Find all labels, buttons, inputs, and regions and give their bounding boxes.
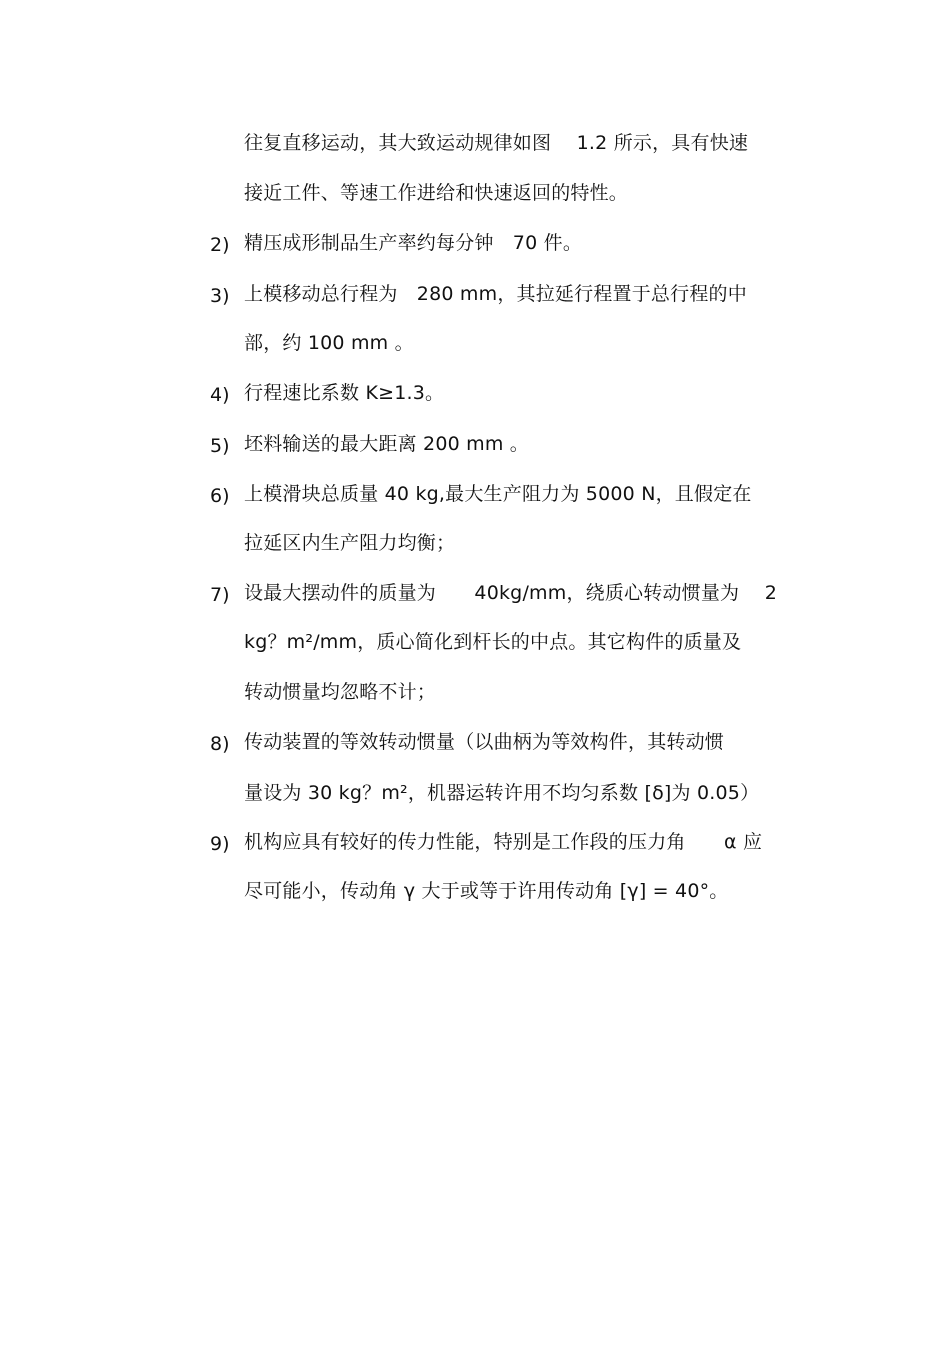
- paragraph-line: 转动惯量均忽略不计；: [244, 681, 437, 703]
- item-number: 3): [210, 285, 230, 307]
- item-number: 2): [210, 234, 230, 256]
- paragraph-line: 尽可能小，传动角 γ 大于或等于许用传动角 [γ] = 40°。: [244, 880, 729, 902]
- item-number: 8): [210, 733, 230, 755]
- item-number: 4): [210, 384, 230, 406]
- paragraph-line: 拉延区内生产阻力均衡；: [244, 532, 456, 554]
- paragraph-line: 量设为 30 kg？m²，机器运转许用不均匀系数 [δ]为 0.05）: [244, 782, 760, 804]
- item-number: 7): [210, 584, 230, 606]
- paragraph-line: 设最大摆动件的质量为 40kg/mm，绕质心转动惯量为 2: [244, 582, 777, 604]
- paragraph-line: 坯料输送的最大距离 200 mm 。: [244, 433, 530, 455]
- paragraph-line: 往复直移运动，其大致运动规律如图 1.2 所示，具有快速: [244, 132, 749, 154]
- paragraph-line: 传动装置的等效转动惯量（以曲柄为等效构件，其转动惯: [244, 731, 725, 753]
- paragraph-line: 接近工件、等速工作进给和快速返回的特性。: [244, 182, 629, 204]
- paragraph-line: 上模移动总行程为 280 mm，其拉延行程置于总行程的中: [244, 283, 747, 305]
- item-number: 9): [210, 833, 230, 855]
- paragraph-line: 上模滑块总质量 40 kg,最大生产阻力为 5000 N，且假定在: [244, 483, 752, 505]
- paragraph-line: 行程速比系数 K≥1.3。: [244, 382, 445, 404]
- item-number: 5): [210, 435, 230, 457]
- paragraph-line: 机构应具有较好的传力性能，特别是工作段的压力角 α 应: [244, 831, 763, 853]
- paragraph-line: 精压成形制品生产率约每分钟 70 件。: [244, 232, 583, 254]
- item-number: 6): [210, 485, 230, 507]
- paragraph-line: kg？m²/mm，质心简化到杆长的中点。其它构件的质量及: [244, 631, 742, 653]
- paragraph-line: 部，约 100 mm 。: [244, 332, 414, 354]
